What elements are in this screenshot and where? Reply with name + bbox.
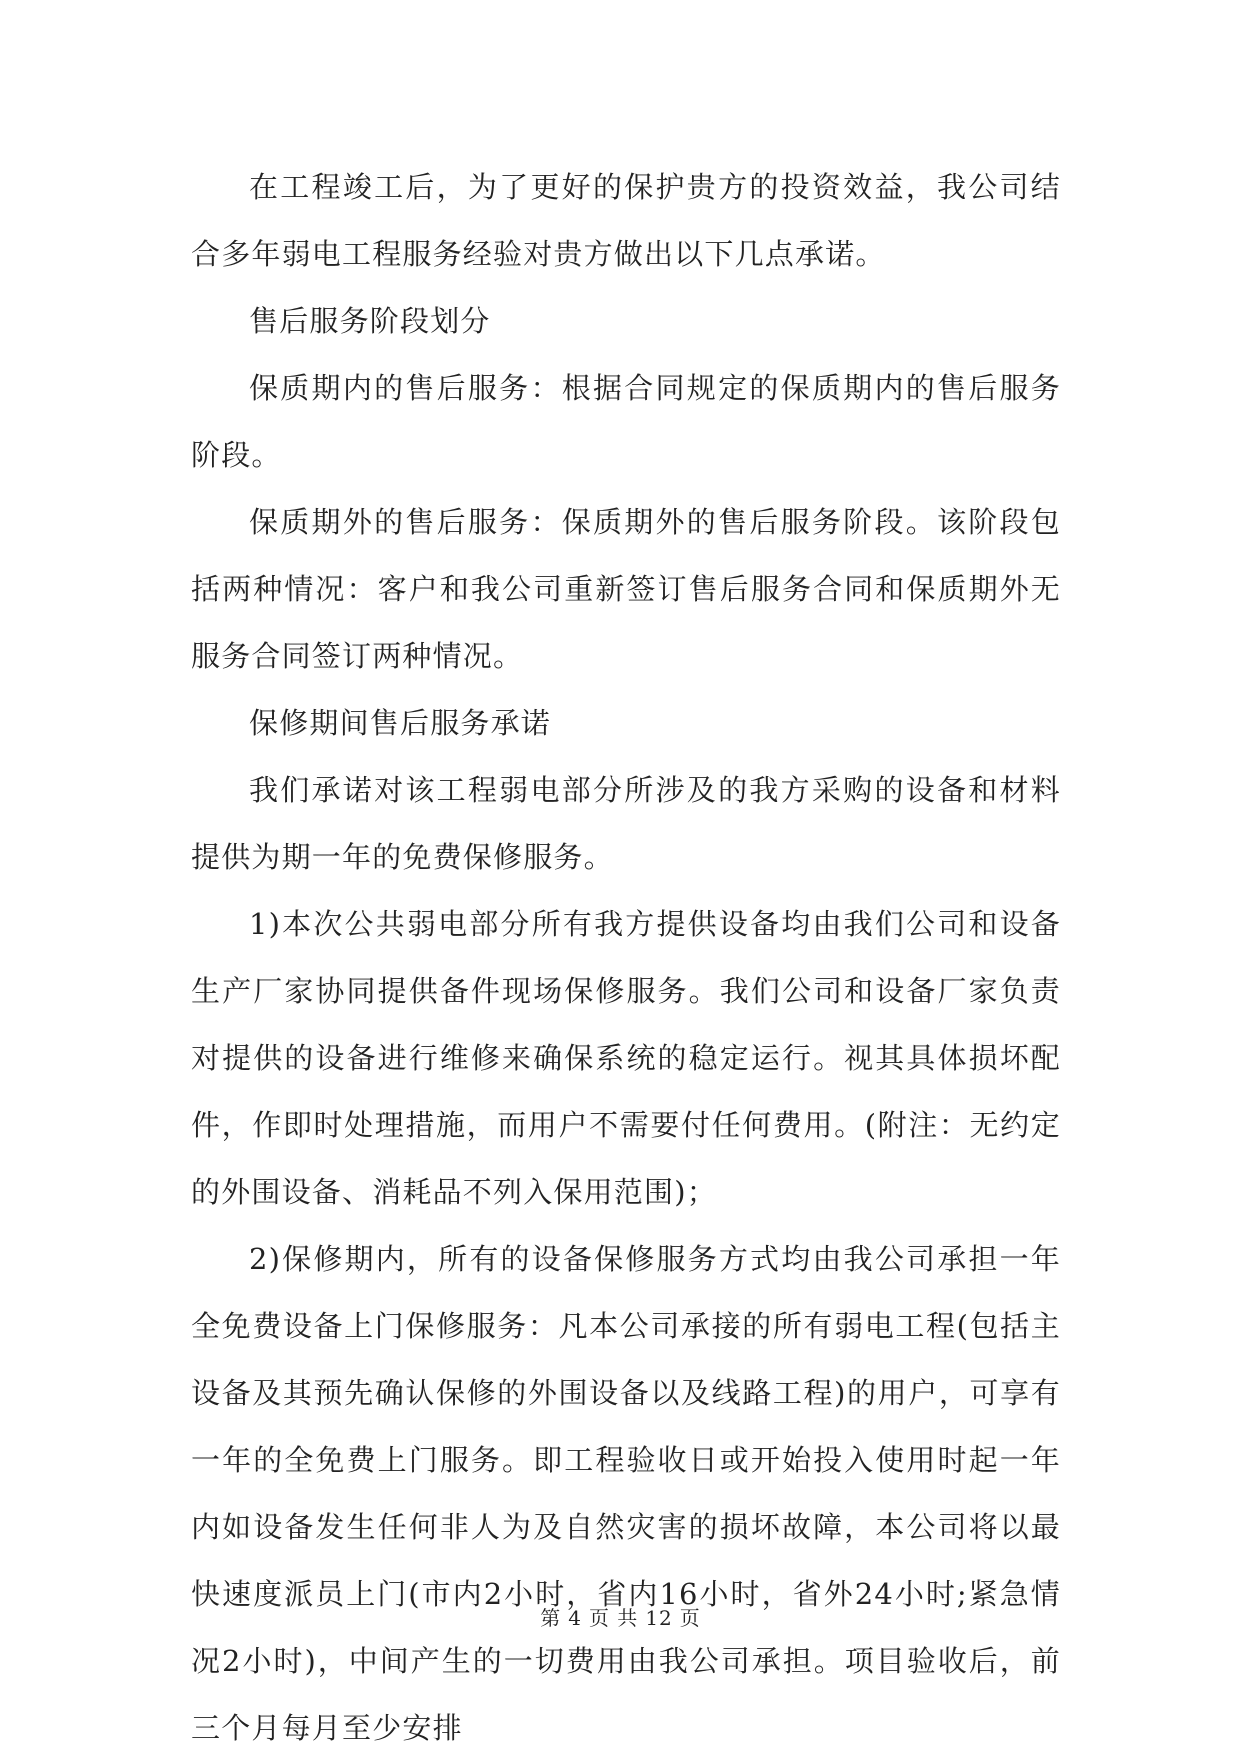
paragraph-free-warranty: 我们承诺对该工程弱电部分所涉及的我方采购的设备和材料提供为期一年的免费保修服务。	[191, 773, 1061, 874]
page-footer	[0, 1604, 1241, 1632]
paragraph-item-1: 1)本次公共弱电部分所有我方提供设备均由我们公司和设备生产厂家协同提供备件现场保修服务。我们公司和设备厂家负责对提供的设备进行维修来确保系统的稳定运行。视其具体损坏配件，作即时处理措施，而用户不需要付任何费用。(附注：无约定的外围设备、消耗品不列入保用范围)；	[191, 907, 1061, 1209]
footer-suffix: 页	[679, 1606, 701, 1630]
paragraph-intro: 在工程竣工后，为了更好的保护贵方的投资效益，我公司结合多年弱电工程服务经验对贵方做出以下几点承诺。	[191, 170, 1061, 271]
paragraph-in-warranty: 保质期内的售后服务：根据合同规定的保质期内的售后服务阶段。	[191, 371, 1061, 472]
footer-middle: 页 共	[588, 1606, 639, 1630]
footer-prefix: 第	[540, 1606, 562, 1630]
heading-service-stages: 售后服务阶段划分	[249, 304, 491, 338]
heading-warranty-commitment: 保修期间售后服务承诺	[249, 706, 552, 740]
document-body	[191, 154, 1061, 1762]
paragraph-out-of-warranty: 保质期外的售后服务：保质期外的售后服务阶段。该阶段包括两种情况：客户和我公司重新签订售后服务合同和保质期外无服务合同签订两种情况。	[191, 505, 1061, 673]
footer-total-pages: 12	[645, 1606, 673, 1630]
paragraph-item-2: 2)保修期内，所有的设备保修服务方式均由我公司承担一年全免费设备上门保修服务：凡本公司承接的所有弱电工程(包括主设备及其预先确认保修的外围设备以及线路工程)的用户，可享有一年的全免费上门服务。即工程验收日或开始投入使用时起一年内如设备发生任何非人为及自然灾害的损坏故障，本公司将以最快速度派员上门(市内2小时，省内16小时，省外24小时;紧急情况2小时)，中间产生的一切费用由我公司承担。项目验收后，前三个月每月至少安排	[191, 1242, 1061, 1745]
footer-current-page: 4	[568, 1606, 582, 1630]
